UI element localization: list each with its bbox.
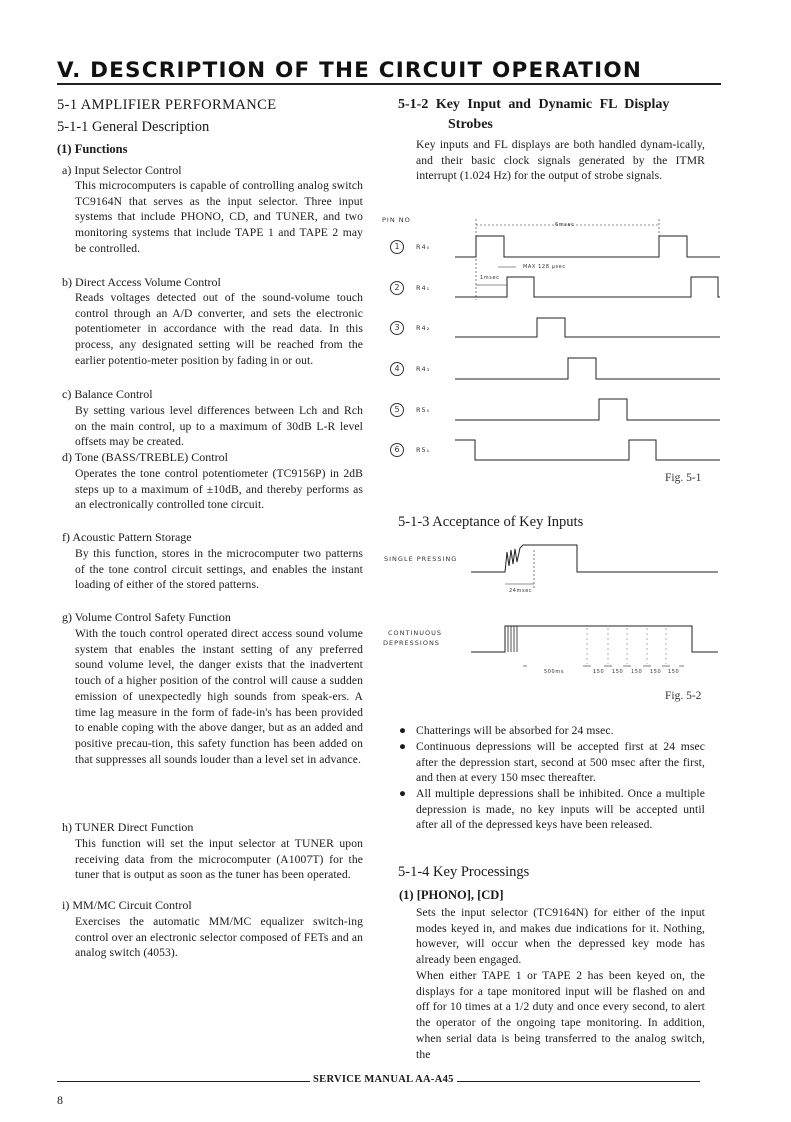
section-514-heading: 5-1-4 Key Processings	[398, 864, 530, 880]
section-512-body: Key inputs and FL displays are both handled dynam-ically, and their basic clock signals generated by the ITMR interrupt (1.024 Hz) for the output of strobe signals.	[416, 138, 705, 183]
waveform-r41	[455, 277, 720, 297]
pin-name: R4₂	[416, 324, 431, 332]
pin-name: R4₃	[416, 365, 431, 373]
item-body: Exercises the automatic MM/MC equalizer switch-ing control over an electronic selector composed of FETs and an analog switch (4053).	[75, 915, 363, 960]
item-body: With the touch control operated direct access sound volume system that enables the instant setting of any preferred sound volume level, the danger exists that the inadvertent touch of a higher position of the control will cause a sudden emission of unexpectedly high sounds from speak-ers. A time lag measure in the form of fade-in's has been provided to enable coping with the above danger, but as an added and positive precau-tion, this safety function has been added on that suppresses all sounds louder than a level set in advance.	[75, 627, 363, 766]
repeat-label: 150	[612, 669, 624, 675]
pin-no-header: PIN NO	[382, 216, 411, 224]
max-label: MAX 128 μsec	[523, 264, 566, 270]
pin-name: R4₁	[416, 284, 431, 292]
debounce-label: 24msec	[509, 588, 533, 594]
bullet-icon: ●	[399, 724, 407, 737]
fig-5-1-guides	[476, 219, 659, 300]
section-heading: 5-1 AMPLIFIER PERFORMANCE	[57, 97, 277, 113]
repeat-label: 150	[631, 669, 643, 675]
waveform-r43	[455, 358, 720, 379]
repeat-guides	[587, 628, 666, 664]
item-body: By setting various level differences between Lch and Rch on the main control, up to a maximum of 30dB L-R level offsets may be created.	[75, 404, 363, 449]
item-label: a) Input Selector Control	[62, 163, 182, 177]
item-body: Operates the tone control potentiometer (TC9156P) in 2dB steps up to a maximum of ±10dB, and thereby performs as an electronically controlled tone circuit.	[75, 467, 363, 512]
first-repeat-label: 500ms	[544, 669, 565, 675]
waveform-r50	[455, 399, 720, 420]
waveform-r40	[455, 236, 720, 257]
pin-name: R5₁	[416, 446, 431, 454]
chatter-lines	[508, 626, 517, 652]
bullet-icon: ●	[399, 740, 407, 753]
pin-number: 6	[390, 443, 404, 457]
pin-name: R5₀	[416, 406, 431, 414]
item-label: i) MM/MC Circuit Control	[62, 898, 192, 912]
pin-number: 1	[390, 240, 404, 254]
pin-number: 4	[390, 362, 404, 376]
item-body: By this function, stores in the microcomputer two patterns of the tone control circuit settings, and enables the instant loading of either of the stored patterns.	[75, 547, 363, 592]
depressions-label: DEPRESSIONS	[383, 639, 440, 647]
section-513-heading: 5-1-3 Acceptance of Key Inputs	[398, 514, 584, 530]
pin-number: 2	[390, 281, 404, 295]
section-512-heading-cont: Strobes	[448, 117, 493, 132]
figure-caption: Fig. 5-1	[665, 472, 702, 484]
repeat-label: 150	[593, 669, 605, 675]
bullet-text: All multiple depressions shall be inhibited. Once a multiple depression is made, no key inputs will be accepted until after all of the depressed keys have been released.	[416, 787, 705, 832]
period-label: 6msec	[555, 222, 575, 228]
bullet-icon: ●	[399, 787, 407, 800]
page-number: 8	[57, 1093, 63, 1107]
pin-name: R4₀	[416, 243, 431, 251]
pin-number: 5	[390, 403, 404, 417]
repeat-label: 150	[668, 669, 680, 675]
item-label: h) TUNER Direct Function	[62, 820, 194, 834]
width-label: 1msec	[480, 275, 500, 281]
section-514-body: When either TAPE 1 or TAPE 2 has been keyed on, the displays for a tape monitored input will be flashed on and off for 10 times at a 1/2 duty and once every second, to alert the operator of the ongoing tape monitoring. In addition, when serial data is being transferred to the analog switch, the	[416, 969, 705, 1061]
waveform-r42	[455, 318, 720, 337]
waveform-single	[471, 545, 718, 572]
item-label: g) Volume Control Safety Function	[62, 610, 231, 624]
section-514-subheading: (1) [PHONO], [CD]	[399, 888, 504, 902]
fig-5-1-waveforms	[455, 219, 720, 460]
item-body: This function will set the input selector at TUNER upon receiving data from the microcomputer (A1007T) for the tuner that is output as soon as the tuner has been operated.	[75, 837, 363, 882]
item-label: d) Tone (BASS/TREBLE) Control	[62, 450, 228, 464]
section-512-heading: 5-1-2 Key Input and Dynamic FL Display	[398, 97, 670, 112]
item-label: c) Balance Control	[62, 387, 153, 401]
figure-caption: Fig. 5-2	[665, 690, 702, 702]
bullet-text: Chatterings will be absorbed for 24 msec.	[416, 724, 614, 737]
functions-heading: (1) Functions	[57, 142, 128, 156]
pin-number: 3	[390, 321, 404, 335]
fig-5-2-waveforms	[471, 545, 718, 666]
item-body: Reads voltages detected out of the sound-volume touch control through an A/D converter, and sets the electronic potentiometer in accordance with the read data. In this process, any designated setting will be reached from the earlier potentio-meter position by fading in or out.	[75, 291, 363, 367]
waveform-r51	[455, 440, 720, 460]
item-label: f) Acoustic Pattern Storage	[62, 530, 192, 544]
bullet-text: Continuous depressions will be accepted first at 24 msec after the depression start, second at 500 msec after the first, and then at every 150 msec thereafter.	[416, 740, 705, 785]
item-body: This microcomputers is capable of controlling analog switch TC9164N that serves as the input selector. Three input systems that include PHONO, CD, and TUNER, and two monitoring systems that include TAPE 1 and TAPE 2 may be controlled.	[75, 179, 363, 255]
continuous-label: CONTINUOUS	[388, 629, 443, 637]
page-title: V. DESCRIPTION OF THE CIRCUIT OPERATION	[57, 58, 643, 83]
repeat-label: 150	[650, 669, 662, 675]
subsection-heading: 5-1-1 General Description	[57, 119, 210, 135]
footer-manual: SERVICE MANUAL AA-A45	[310, 1074, 457, 1085]
section-514-body: Sets the input selector (TC9164N) for either of the input modes keyed in, and makes due indications for it. Nothing, however, will occur when the depressed key mode has already been engaged.	[416, 906, 705, 967]
single-pressing-label: SINGLE PRESSING	[384, 555, 458, 563]
item-label: b) Direct Access Volume Control	[62, 275, 221, 289]
